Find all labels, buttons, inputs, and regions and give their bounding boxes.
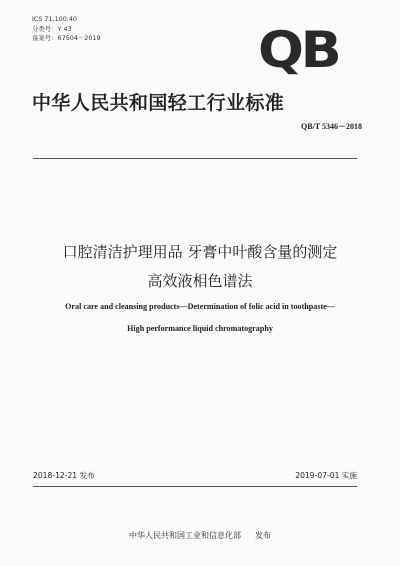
publisher-line (0, 530, 400, 541)
filing-number: 备案号：67504－2019 (32, 34, 101, 43)
document-title-chinese (0, 238, 400, 296)
publish-action: 发布 (255, 531, 271, 540)
issue-date: 2018-12-21 发布 (33, 471, 95, 480)
title-cn-line2: 高效液相色谱法 (147, 272, 253, 290)
standard-number: QB/T 5346－2018 (301, 122, 362, 131)
classification-number: 分类号：Y 43 (32, 24, 72, 33)
title-en-line1: Oral care and cleansing products—Determination of folic acid in toothpaste— (65, 302, 335, 311)
top-divider (33, 158, 357, 159)
implementation-date: 2019-07-01 实施 (295, 471, 357, 480)
bottom-divider (33, 486, 357, 487)
standard-category-title: 中华人民共和国轻工行业标准 (32, 92, 285, 114)
title-en-line2: High performance liquid chromatography (127, 324, 273, 333)
publisher-name: 中华人民共和国工业和信息化部 (129, 531, 241, 540)
ics-code: ICS 71.100.40 (32, 15, 77, 23)
metadata-block (32, 15, 101, 44)
qb-logo: QB (258, 21, 339, 79)
title-cn-line1: 口腔清洁护理用品 牙膏中叶酸含量的测定 (62, 243, 338, 261)
document-title-english (0, 296, 400, 340)
